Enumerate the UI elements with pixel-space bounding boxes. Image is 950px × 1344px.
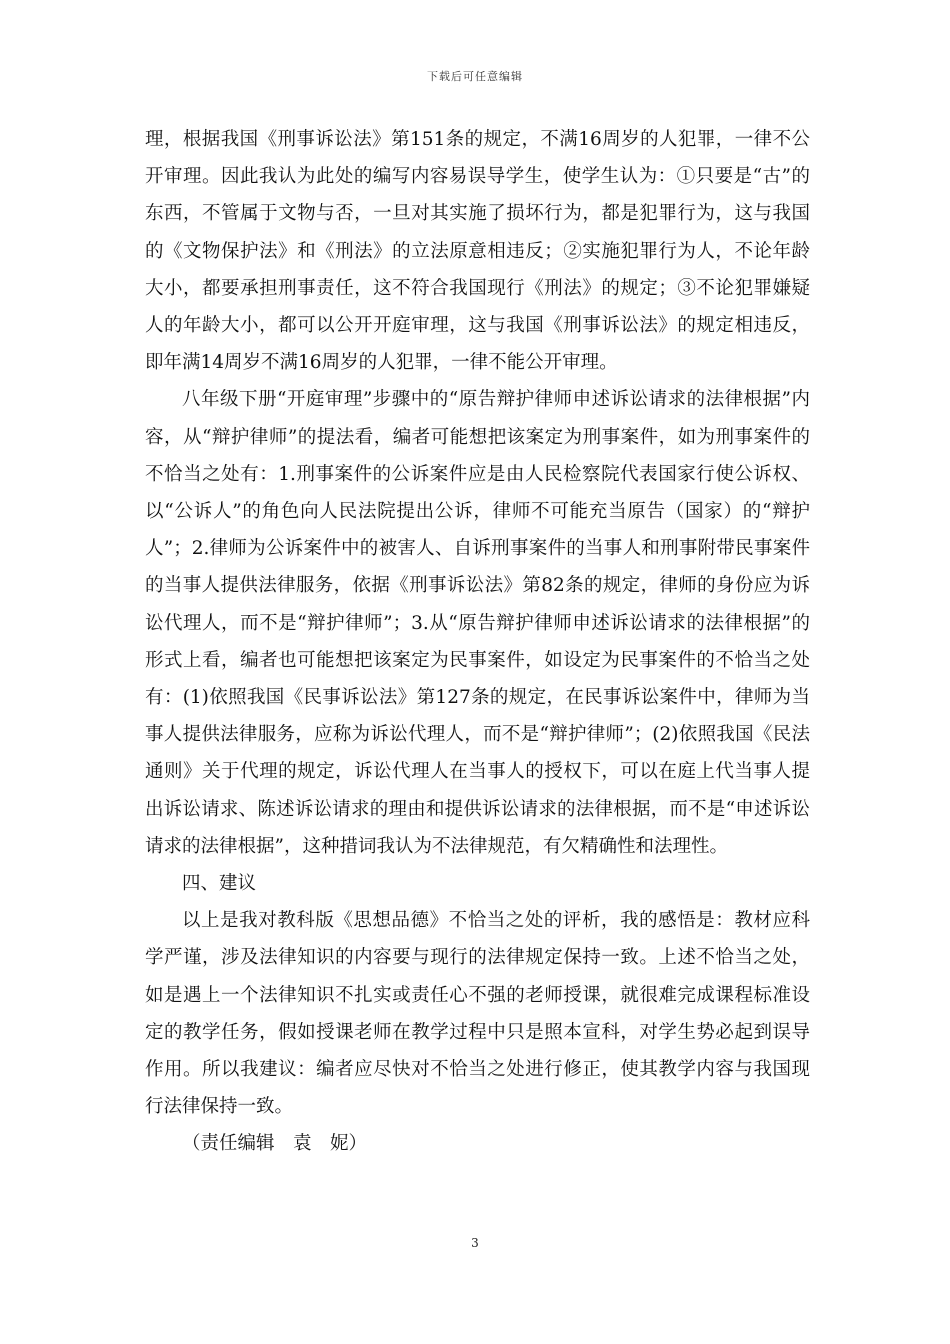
page-number: 3 bbox=[471, 1236, 479, 1250]
paragraph: 理，根据我国《刑事诉讼法》第151条的规定，不满16周岁的人犯罪，一律不公开审理。因此我认为此处的编写内容易误导学生，使学生认为：①只要是“古”的东西，不管属于文物与否，一旦对其实施了损坏行为，都是犯罪行为，这与我国的《文物保护法》和《刑法》的立法原意相违反；②实施犯罪行为人，不论年龄大小，都要承担刑事责任，这不符合我国现行《刑法》的规定；③不论犯罪嫌疑人的年龄大小，都可以公开开庭审理，这与我国《刑事诉讼法》的规定相违反，即年满14周岁不满16周岁的人犯罪，一律不能公开审理。 bbox=[145, 129, 810, 374]
document-body bbox=[145, 121, 810, 1163]
paragraph: 八年级下册“开庭审理”步骤中的“原告辩护律师申述诉讼请求的法律根据”内容，从“辩护律师”的提法看，编者可能想把该案定为刑事案件，如为刑事案件的不恰当之处有：1.刑事案件的公诉案件应是由人民检察院代表国家行使公诉权、以“公诉人”的角色向人民法院提出公诉，律师不可能充当原告（国家）的“辩护人”；2.律师为公诉案件中的被害人、自诉刑事案件的当事人和刑事附带民事案件的当事人提供法律服务，依据《刑事诉讼法》第82条的规定，律师的身份应为诉讼代理人，而不是“辩护律师”；3.从“原告辩护律师申述诉讼请求的法律根据”的形式上看，编者也可能想把该案定为民事案件，如设定为民事案件的不恰当之处有：(1)依照我国《民事诉讼法》第127条的规定，在民事诉讼案件中，律师为当事人提供法律服务，应称为诉讼代理人，而不是“辩护律师”；(2)依照我国《民法通则》关于代理的规定，诉讼代理人在当事人的授权下，可以在庭上代当事人提出诉讼请求、陈述诉讼请求的理由和提供诉讼请求的法律根据，而不是“申述诉讼请求的法律根据”，这种措词我认为不法律规范，有欠精确性和法理性。 bbox=[145, 389, 810, 857]
page-header: 下载后可任意编辑 bbox=[427, 70, 523, 83]
editor-credit: （责任编辑 袁 妮） bbox=[182, 1133, 368, 1155]
section-heading: 四、建议 bbox=[182, 873, 257, 895]
paragraph: 以上是我对教科版《思想品德》不恰当之处的评析，我的感悟是：教材应科学严谨，涉及法律知识的内容要与现行的法律规定保持一致。上述不恰当之处，如是遇上一个法律知识不扎实或责任心不强的老师授课，就很难完成课程标准设定的教学任务，假如授课老师在教学过程中只是照本宣科，对学生势必起到误导作用。所以我建议：编者应尽快对不恰当之处进行修正，使其教学内容与我国现行法律保持一致。 bbox=[145, 910, 810, 1118]
